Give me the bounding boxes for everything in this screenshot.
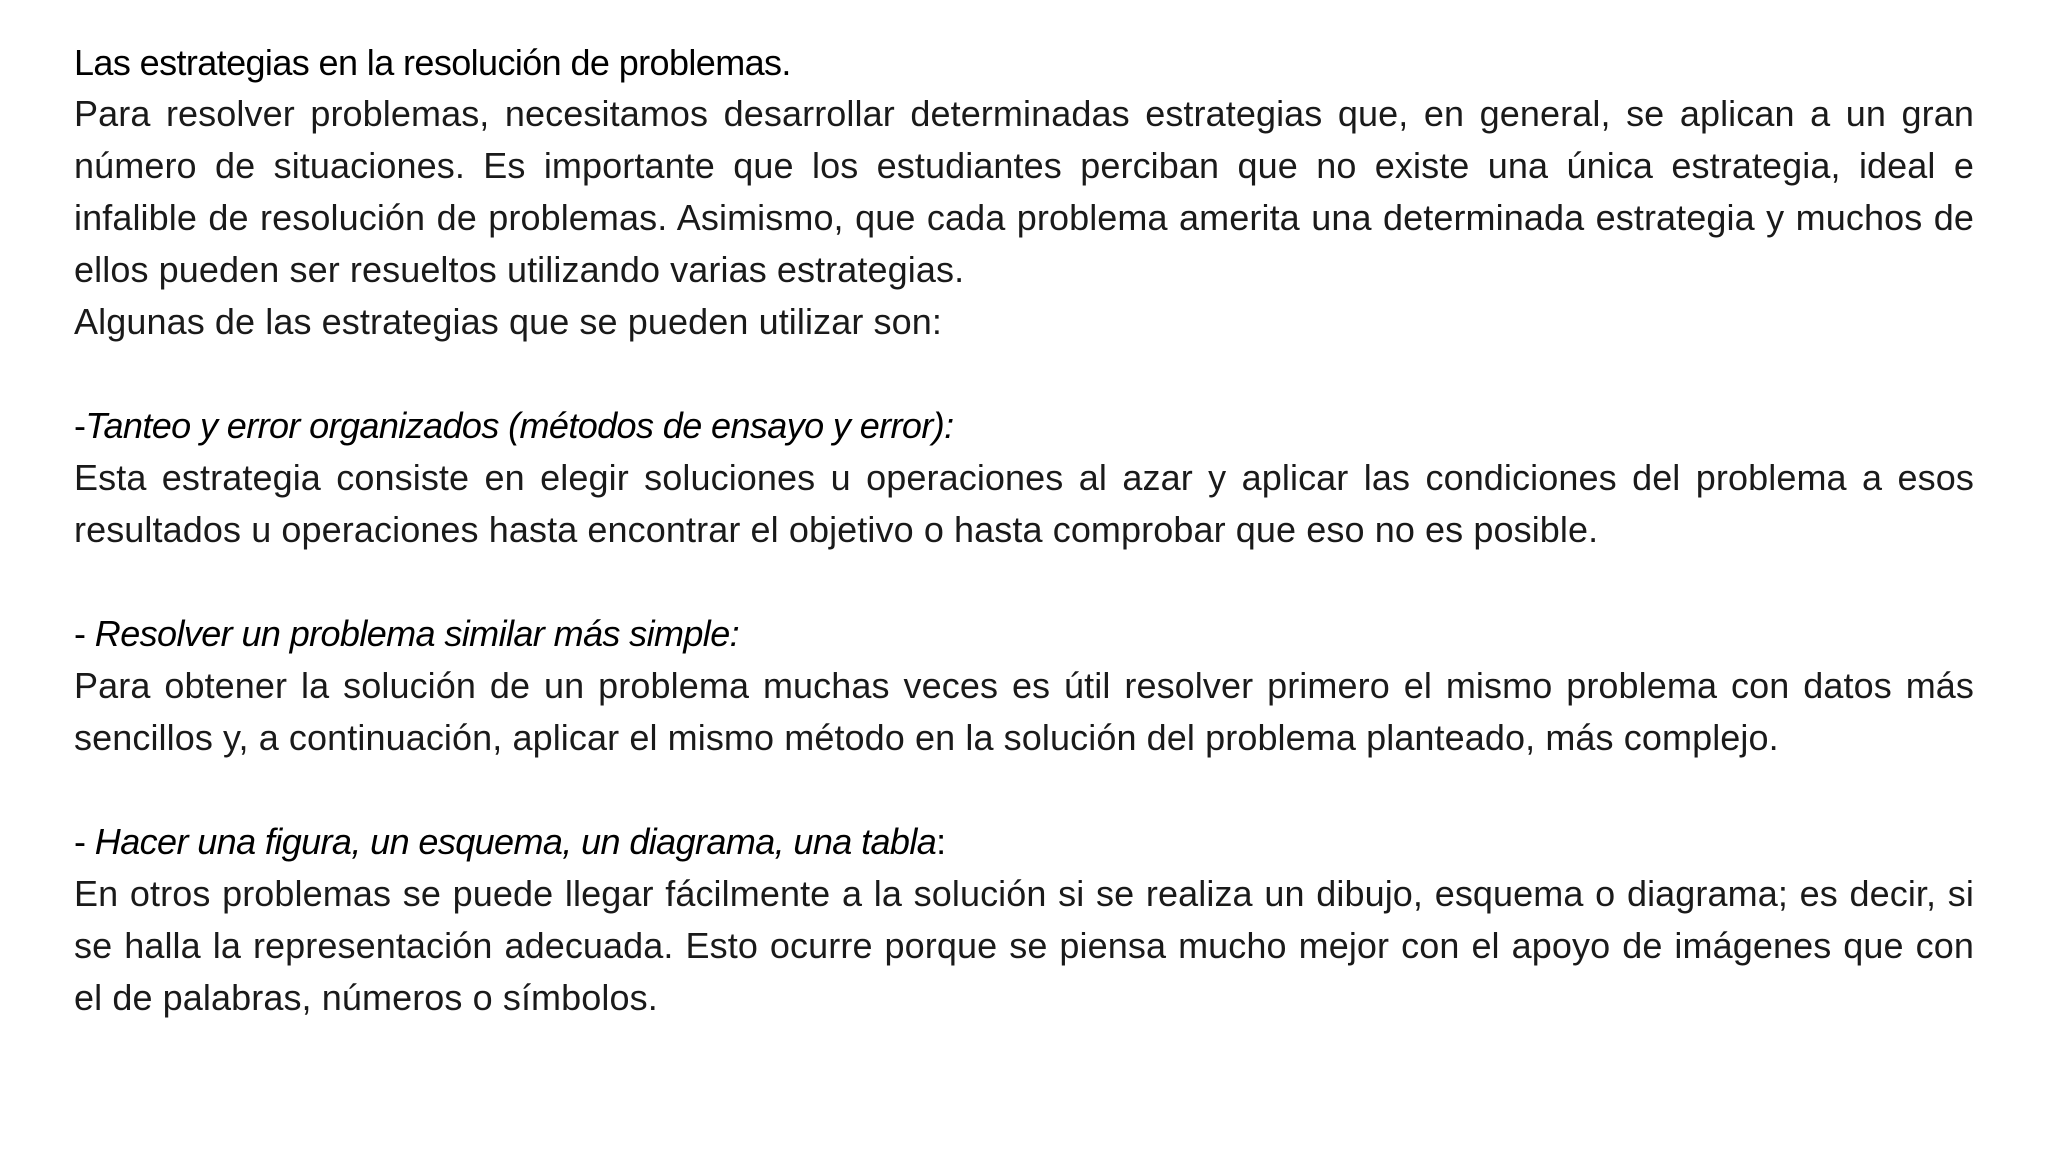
strategy-prefix: - — [74, 821, 95, 862]
strategy-title: Tanteo y error organizados (métodos de ensayo y error): — [85, 405, 954, 446]
page-title: Las estrategias en la resolución de problemas. — [74, 42, 791, 83]
spacer — [74, 556, 1974, 608]
slide-content — [74, 38, 1974, 1024]
strategy-prefix: - — [74, 405, 86, 446]
strategy-suffix: : — [936, 821, 946, 862]
strategy-title: Hacer una figura, un esquema, un diagrama, una tabla — [94, 821, 937, 862]
strategy-text: En otros problemas se puede llegar fácilmente a la solución si se realiza un dibujo, esquema o diagrama; es decir, si se halla la representación adecuada. Esto ocurre porque se piensa mucho mejor con el apoyo de imágenes que con el de palabras, números o símbolos. — [74, 873, 1974, 1018]
strategy-heading — [74, 816, 1974, 868]
strategy-heading — [74, 400, 1974, 452]
strategy-title: Resolver un problema similar más simple: — [94, 613, 740, 654]
strategy-text: Esta estrategia consiste en elegir soluciones u operaciones al azar y aplicar las condiciones del problema a esos resultados u operaciones hasta encontrar el objetivo o hasta comprobar que eso no es posible. — [74, 457, 1974, 550]
spacer — [74, 764, 1974, 816]
intro-lead: Algunas de las estrategias que se pueden utilizar son: — [74, 301, 942, 342]
strategy-text: Para obtener la solución de un problema muchas veces es útil resolver primero el mismo problema con datos más sencillos y, a continuación, aplicar el mismo método en la solución del problema planteado, más complejo. — [74, 665, 1974, 758]
intro-paragraph: Para resolver problemas, necesitamos desarrollar determinadas estrategias que, en general, se aplican a un gran número de situaciones. Es importante que los estudiantes perciban que no existe una única estrategia, ideal e infalible de resolución de problemas. Asimismo, que cada problema amerita una determinada estrategia y muchos de ellos pueden ser resueltos utilizando varias estrategias. — [74, 93, 1974, 290]
strategy-heading — [74, 608, 1974, 660]
spacer — [74, 348, 1974, 400]
strategy-prefix: - — [74, 613, 95, 654]
